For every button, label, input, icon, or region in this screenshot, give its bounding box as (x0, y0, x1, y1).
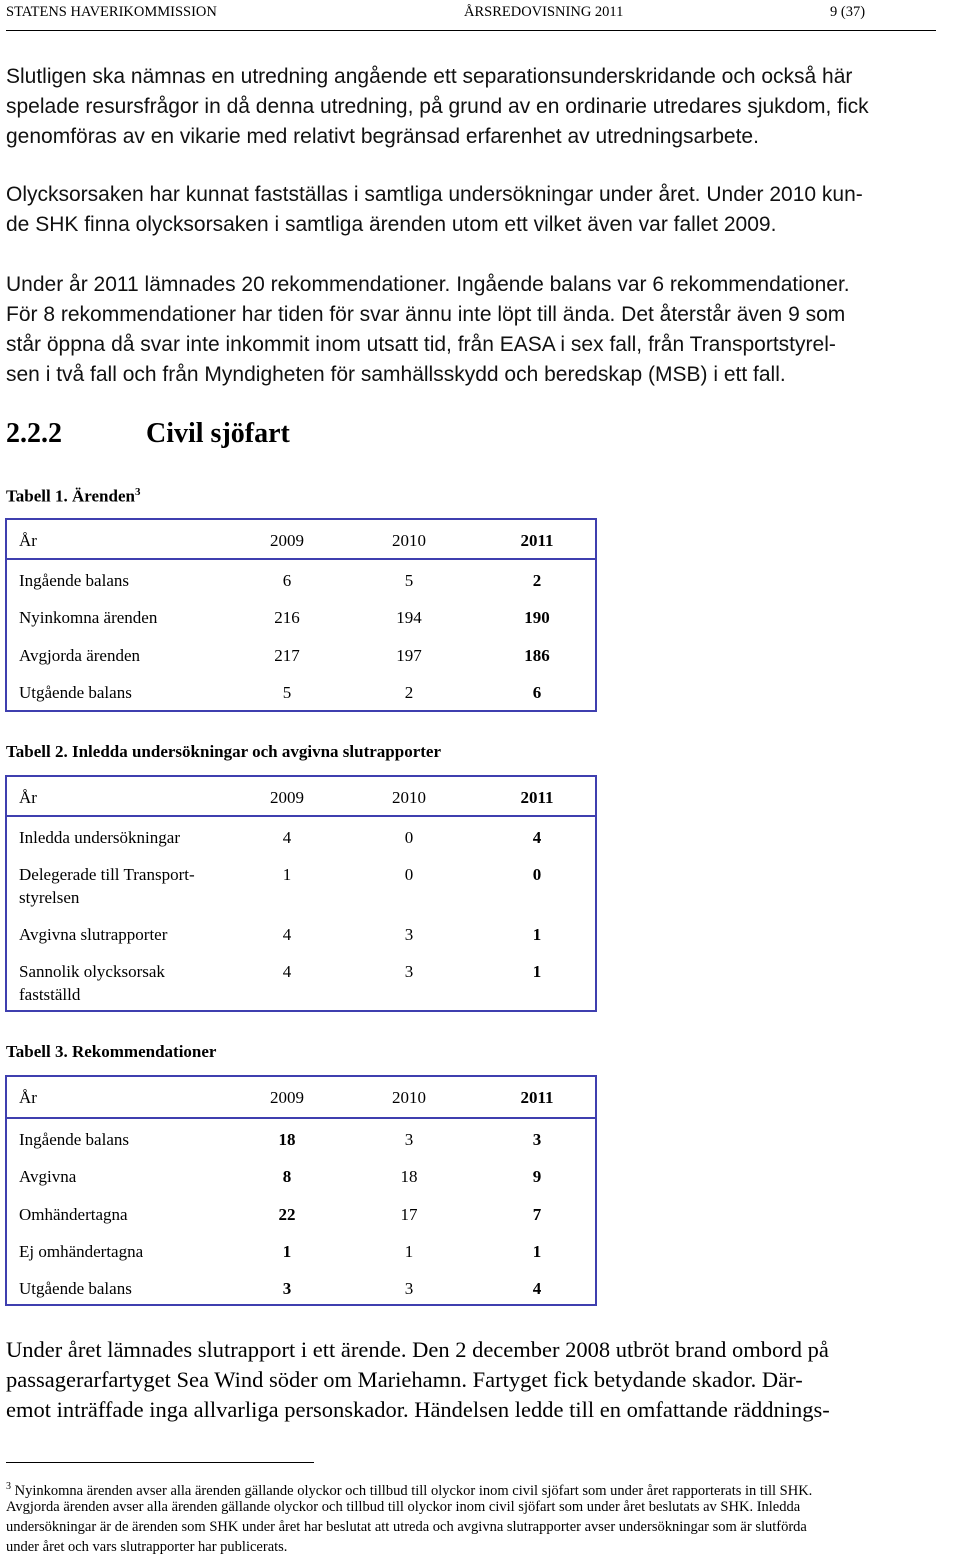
table-header-cell: År (19, 531, 37, 550)
intro-paragraph (6, 62, 956, 152)
table-cell: 0 (532, 865, 542, 884)
table1-caption-text: Tabell 1. Ärenden (6, 486, 135, 506)
table-cell: 0 (404, 828, 414, 847)
table2-header-row (7, 777, 595, 817)
table-cell: Avgivna (19, 1167, 77, 1186)
table-cell: 3 (404, 1279, 414, 1298)
intro-line: genomföras av en vikarie med relativt begränsad erfarenhet av utredningsarbete. (6, 125, 759, 148)
table-row (7, 1233, 595, 1271)
table-cell: Sannolik olycksorsak (19, 962, 165, 981)
table-cell: styrelsen (19, 888, 80, 907)
recommendations-line: För 8 rekommendationer har tiden för svar ännu inte löpt till ända. Det återstår även 9 som (6, 303, 846, 326)
table3-caption: Tabell 3. Rekommendationer (6, 1042, 217, 1061)
table-header-cell: 2009 (270, 1088, 304, 1107)
table-row (7, 560, 595, 598)
table-cell: 3 (404, 925, 414, 944)
table-cell: 1 (404, 1242, 414, 1261)
recommendations-line: Under år 2011 lämnades 20 rekommendationer. Ingående balans var 6 rekommendationer. (6, 273, 850, 296)
table-cell: 3 (404, 1130, 414, 1149)
table-cell: 0 (404, 865, 414, 884)
table-cell: 1 (532, 1242, 542, 1261)
table-cell: 1 (282, 1242, 292, 1261)
table-cell: 4 (282, 925, 292, 944)
table3 (5, 1075, 597, 1306)
table-cell: fastställd (19, 985, 81, 1004)
table-cell: 9 (532, 1167, 542, 1186)
table-cell: 17 (400, 1205, 418, 1224)
table-cell: Avgivna slutrapporter (19, 925, 168, 944)
header-organization: STATENS HAVERIKOMMISSION (6, 4, 217, 20)
table-row (7, 636, 595, 674)
table-cell: 1 (532, 962, 542, 981)
table-cell: 217 (274, 646, 300, 665)
table1-header-row (7, 520, 595, 560)
table1 (5, 518, 597, 712)
table-cell: Delegerade till Transport- (19, 865, 195, 884)
table-cell: 1 (532, 925, 542, 944)
table-cell: 6 (282, 571, 292, 590)
table-cell: 2 (532, 571, 542, 590)
table-cell: 216 (274, 608, 300, 627)
table-header-cell: 2009 (270, 788, 304, 807)
table-cell: 3 (404, 962, 414, 981)
cause-line: Olycksorsaken har kunnat fastställas i samtliga undersökningar under året. Under 2010 kun- (6, 183, 863, 206)
table-cell: 194 (396, 608, 422, 627)
section-title: Civil sjöfart (146, 418, 290, 449)
table-row (7, 1157, 595, 1195)
closing-line: emot inträffade inga allvarliga personskador. Händelsen ledde till en omfattande räddnings- (6, 1397, 830, 1422)
table-header-cell: 2011 (520, 1088, 554, 1107)
recommendations-paragraph (6, 270, 956, 390)
table2-caption: Tabell 2. Inledda undersökningar och avgivna slutrapporter (6, 742, 442, 761)
table-cell: 5 (282, 683, 292, 702)
table-row (7, 1195, 595, 1233)
table-header-cell: År (19, 788, 37, 807)
table-row (7, 598, 595, 636)
footnote-line: undersökningar är de ärenden som SHK under året har beslutat att utreda och avgivna slutrapporter avser undersökningar som är slutförda (6, 1519, 807, 1535)
table-cell: 190 (524, 608, 550, 627)
table-cell: 2 (404, 683, 414, 702)
table-cell: Ej omhändertagna (19, 1242, 144, 1261)
table-row (7, 674, 595, 712)
table-cell: 5 (404, 571, 414, 590)
footnote-line (6, 1477, 956, 1497)
table-header-cell: 2011 (520, 788, 554, 807)
table-cell: Ingående balans (19, 1130, 129, 1149)
footnote-text: Nyinkomna ärenden avser alla ärenden gällande olyckor och tillbud till olyckor inom civil sjöfart som under året rapporterats in till SHK. (11, 1482, 813, 1499)
table-row (7, 952, 595, 1012)
recommendations-line: står öppna då svar inte inkommit inom utsatt tid, från EASA i sex fall, från Transportstyrel- (6, 333, 836, 356)
intro-line: spelade resursfrågor in då denna utredning, på grund av en ordinarie utredares sjukdom, fick (6, 95, 869, 118)
table-cell: 186 (524, 646, 550, 665)
cause-line: de SHK finna olycksorsaken i samtliga ärenden utom ett vilket även var fallet 2009. (6, 213, 777, 236)
table-row (7, 855, 595, 915)
footnote-line: under året och vars slutrapporter har publicerats. (6, 1539, 288, 1555)
table3-header-row (7, 1077, 595, 1119)
table-cell: 7 (532, 1205, 542, 1224)
closing-line: Under året lämnades slutrapport i ett ärende. Den 2 december 2008 utbröt brand ombord på (6, 1337, 829, 1362)
table-cell: Utgående balans (19, 1279, 132, 1298)
table-header-cell: 2010 (392, 1088, 426, 1107)
table-cell: Omhändertagna (19, 1205, 128, 1224)
table-cell: 1 (282, 865, 292, 884)
footnote-reference: 3 (134, 486, 141, 498)
table-cell: 3 (282, 1279, 292, 1298)
footnote-marker: 3 (6, 1481, 11, 1492)
table1-caption (6, 486, 140, 507)
table-row (7, 817, 595, 855)
page-header (6, 4, 936, 31)
table-cell: 3 (532, 1130, 542, 1149)
table-cell: 6 (532, 683, 542, 702)
closing-line: passagerarfartyget Sea Wind söder om Mariehamn. Fartyget fick betydande skador. Där- (6, 1367, 803, 1392)
header-report-title: ÅRSREDOVISNING 2011 (464, 4, 624, 20)
table-cell: 4 (282, 962, 292, 981)
table-cell: 18 (278, 1130, 296, 1149)
section-number: 2.2.2 (6, 418, 62, 449)
cause-paragraph (6, 180, 956, 240)
table-cell: 197 (396, 646, 422, 665)
table-header-cell: År (19, 1088, 37, 1107)
table-cell: Inledda undersökningar (19, 828, 180, 847)
table-cell: Utgående balans (19, 683, 132, 702)
table-header-cell: 2010 (392, 788, 426, 807)
table-cell: Avgjorda ärenden (19, 646, 140, 665)
table-row (7, 1119, 595, 1157)
table-header-cell: 2011 (520, 531, 554, 550)
table-cell: Ingående balans (19, 571, 129, 590)
table-row (7, 915, 595, 952)
section-heading (6, 414, 290, 454)
table-cell: 4 (532, 1279, 542, 1298)
recommendations-line: sen i två fall och från Myndigheten för samhällsskydd och beredskap (MSB) i ett fall. (6, 363, 786, 386)
table-header-cell: 2010 (392, 531, 426, 550)
header-page-number: 9 (37) (830, 4, 866, 20)
table-row (7, 1271, 595, 1308)
table-cell: 18 (400, 1167, 418, 1186)
table-cell: Nyinkomna ärenden (19, 608, 158, 627)
footnote-divider (6, 1462, 314, 1463)
table-cell: 4 (282, 828, 292, 847)
table2 (5, 775, 597, 1012)
table-cell: 8 (282, 1167, 292, 1186)
table-cell: 4 (532, 828, 542, 847)
footnote (6, 1477, 956, 1557)
footnote-line: Avgjorda ärenden avser alla ärenden gällande olyckor och tillbud till olyckor inom civil sjöfart som under året beslutats av SHK. Inledda (6, 1499, 801, 1515)
intro-line: Slutligen ska nämnas en utredning angående ett separationsunderskridande och också här (6, 65, 853, 88)
table-header-cell: 2009 (270, 531, 304, 550)
closing-paragraph (6, 1335, 956, 1425)
table-cell: 22 (278, 1205, 296, 1224)
